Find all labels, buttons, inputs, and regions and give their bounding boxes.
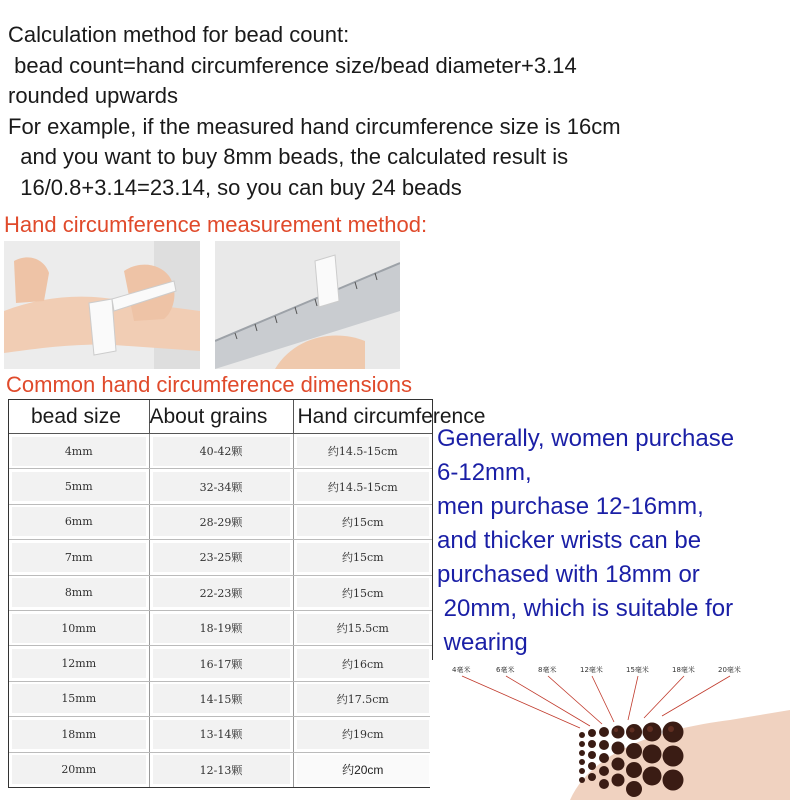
table-row (9, 575, 432, 610)
table-cell: 约16cm (297, 649, 430, 678)
table-cell: 约15cm (297, 543, 430, 572)
table-cell: 7mm (12, 543, 146, 572)
table-cell: 4mm (12, 437, 146, 466)
table-cell: 20mm (12, 755, 146, 784)
table-cell: 18-19颗 (153, 614, 290, 643)
table-cell: 约14.5-15cm (297, 437, 430, 466)
table-cell: 15mm (12, 684, 146, 713)
table-cell: 约20cm (297, 755, 430, 784)
advice-line: 20mm, which is suitable for (437, 595, 734, 622)
intro-line: Calculation method for bead count: (8, 22, 350, 47)
table-row (9, 610, 432, 645)
advice-line: wearing (437, 629, 528, 656)
advice-line: Generally, women purchase (437, 425, 735, 452)
bracelet-size-label: 18毫米 (672, 666, 695, 674)
advice-line: men purchase 12-16mm, (437, 493, 704, 520)
table-cell: 约14.5-15cm (297, 472, 430, 501)
table-row (9, 469, 432, 504)
table-row (9, 717, 432, 752)
table-cell: 约15.5cm (297, 614, 430, 643)
bracelet-size-label: 6毫米 (496, 666, 515, 674)
column-header: About grains (149, 400, 293, 434)
table-row (9, 752, 432, 787)
table-row (9, 681, 432, 716)
ruler-measure-photo (215, 241, 400, 369)
table-row (9, 646, 432, 681)
calculation-instructions (8, 20, 798, 203)
table-row (9, 540, 432, 575)
table-cell: 16-17颗 (153, 649, 290, 678)
table-cell: 40-42颗 (153, 437, 290, 466)
table-cell: 约15cm (297, 578, 430, 607)
intro-line: bead count=hand circumference size/bead diameter+3.14 (8, 52, 577, 78)
table-cell: 22-23颗 (153, 578, 290, 607)
bracelet-size-label: 20毫米 (718, 666, 741, 674)
size-advice (437, 422, 799, 660)
bracelet-size-label: 15毫米 (626, 666, 649, 674)
intro-line: For example, if the measured hand circumference size is 16cm (8, 113, 621, 139)
table-row (9, 504, 432, 539)
dimensions-title: Common hand circumference dimensions (6, 372, 412, 397)
intro-line: and you want to buy 8mm beads, the calculated result is (8, 144, 569, 169)
bracelet-size-label: 4毫米 (452, 666, 471, 674)
table-cell: 32-34颗 (153, 472, 290, 501)
intro-line: rounded upwards (8, 83, 179, 108)
table-cell: 12-13颗 (153, 755, 290, 784)
bracelet-size-label: 12毫米 (580, 666, 603, 674)
table-cell: 18mm (12, 720, 146, 749)
wrist-measure-photo (4, 241, 200, 369)
measurement-title: Hand circumference measurement method: (4, 212, 428, 237)
table-row (9, 434, 432, 469)
table-cell: 13-14颗 (153, 720, 290, 749)
table-header-row (9, 400, 432, 434)
bracelet-size-label: 8毫米 (538, 666, 557, 674)
column-header: bead size (9, 400, 149, 434)
table-cell: 28-29颗 (153, 507, 290, 536)
advice-line: purchased with 18mm or (437, 561, 700, 588)
table-cell: 23-25颗 (153, 543, 290, 572)
table-cell: 6mm (12, 507, 146, 536)
table-cell: 14-15颗 (153, 684, 290, 713)
table-cell: 8mm (12, 578, 146, 607)
bracelets-photo (430, 660, 790, 800)
advice-line: 6-12mm, (437, 459, 532, 486)
table-cell: 约15cm (297, 507, 430, 536)
intro-line: 16/0.8+3.14=23.14, so you can buy 24 beads (8, 174, 462, 200)
table-cell: 10mm (12, 614, 146, 643)
table-cell: 约17.5cm (297, 684, 430, 713)
advice-line: and thicker wrists can be (437, 527, 702, 554)
table-cell: 12mm (12, 649, 146, 678)
table-cell: 约19cm (297, 720, 430, 749)
table-cell: 5mm (12, 472, 146, 501)
column-header: Hand circumference (293, 400, 432, 434)
